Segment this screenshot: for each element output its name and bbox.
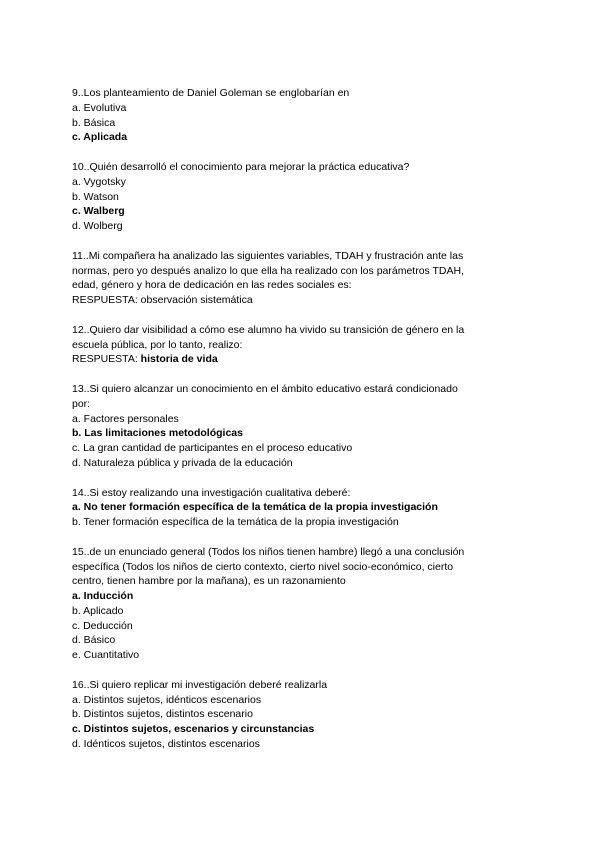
question-stem: 10..Quién desarrolló el conocimiento para mejorar la práctica educativa? [72, 160, 410, 173]
option-d: d. Wolberg [72, 220, 123, 233]
answer-value: historia de vida [140, 353, 218, 366]
option-c-correct: c. Walberg [72, 205, 125, 218]
option-e: e. Cuantitativo [72, 649, 140, 662]
option-b-correct: b. Las limitaciones metodológicas [72, 427, 243, 440]
option-d: d. Idénticos sujetos, distintos escenarios [72, 738, 260, 751]
option-a: a. Evolutiva [72, 101, 127, 114]
question-15 [72, 545, 532, 663]
question-stem: 9..Los planteamiento de Daniel Goleman se englobarían en [72, 87, 350, 99]
question-stem-line: 13..Si quiero alcanzar un conocimiento en el ámbito educativo estará condicionado [72, 382, 458, 395]
option-a: a. Vygotsky [72, 175, 126, 188]
option-a-correct: a. Inducción [72, 590, 134, 603]
option-b: b. Watson [72, 190, 119, 203]
option-a: a. Distintos sujetos, idénticos escenarios [72, 693, 262, 706]
option-d: d. Naturaleza pública y privada de la educación [72, 456, 293, 469]
question-11 [72, 249, 532, 308]
question-13 [72, 382, 532, 471]
option-a-correct: a. No tener formación específica de la temática de la propia investigación [72, 501, 438, 514]
question-stem-line: 12..Quiero dar visibilidad a cómo ese alumno ha vivido su transición de género en la [72, 323, 465, 336]
option-c: c. La gran cantidad de participantes en el proceso educativo [72, 442, 353, 455]
question-stem: 16..Si quiero replicar mi investigación deberé realizarla [72, 678, 328, 691]
question-stem-line: 11..Mi compañera ha analizado las siguientes variables, TDAH y frustración ante las [72, 249, 464, 262]
question-stem-line: 15..de un enunciado general (Todos los niños tienen hambre) llegó a una conclusión [72, 545, 465, 558]
question-16 [72, 678, 532, 752]
option-b: b. Distintos sujetos, distintos escenario [72, 708, 253, 721]
question-stem: 14..Si estoy realizando una investigación cualitativa deberé: [72, 486, 351, 499]
question-9 [72, 86, 532, 145]
answer-line [72, 293, 532, 308]
option-b: b. Aplicado [72, 604, 124, 617]
option-b: b. Básica [72, 116, 116, 129]
question-10 [72, 160, 532, 234]
question-stem-line: escuela pública, por lo tanto, realizo: [72, 338, 243, 351]
option-c-correct: c. Aplicada [72, 131, 128, 144]
question-stem-line: específica (Todos los niños de cierto contexto, cierto nivel socio-económico, cierto [72, 560, 454, 573]
question-stem-line: edad, género y hora de dedicación en las redes sociales es: [72, 279, 352, 292]
answer-line [72, 352, 532, 367]
question-12 [72, 323, 532, 367]
option-c: c. Deducción [72, 619, 133, 632]
answer-label: RESPUESTA: [72, 294, 138, 307]
option-d: d. Básico [72, 634, 116, 647]
question-stem-line: centro, tienen hambre por la mañana), es un razonamiento [72, 575, 346, 588]
answer-value: observación sistemática [140, 294, 253, 307]
option-b: b. Tener formación específica de la temática de la propia investigación [72, 516, 399, 529]
quiz-content [72, 86, 532, 767]
option-a: a. Factores personales [72, 412, 179, 425]
question-14 [72, 486, 532, 530]
option-c-correct: c. Distintos sujetos, escenarios y circunstancias [72, 723, 315, 736]
answer-label: RESPUESTA: [72, 353, 138, 366]
question-stem-line: normas, pero yo después analizo lo que ella ha realizado con los parámetros TDAH, [72, 264, 465, 277]
question-stem-line: por: [72, 397, 91, 410]
